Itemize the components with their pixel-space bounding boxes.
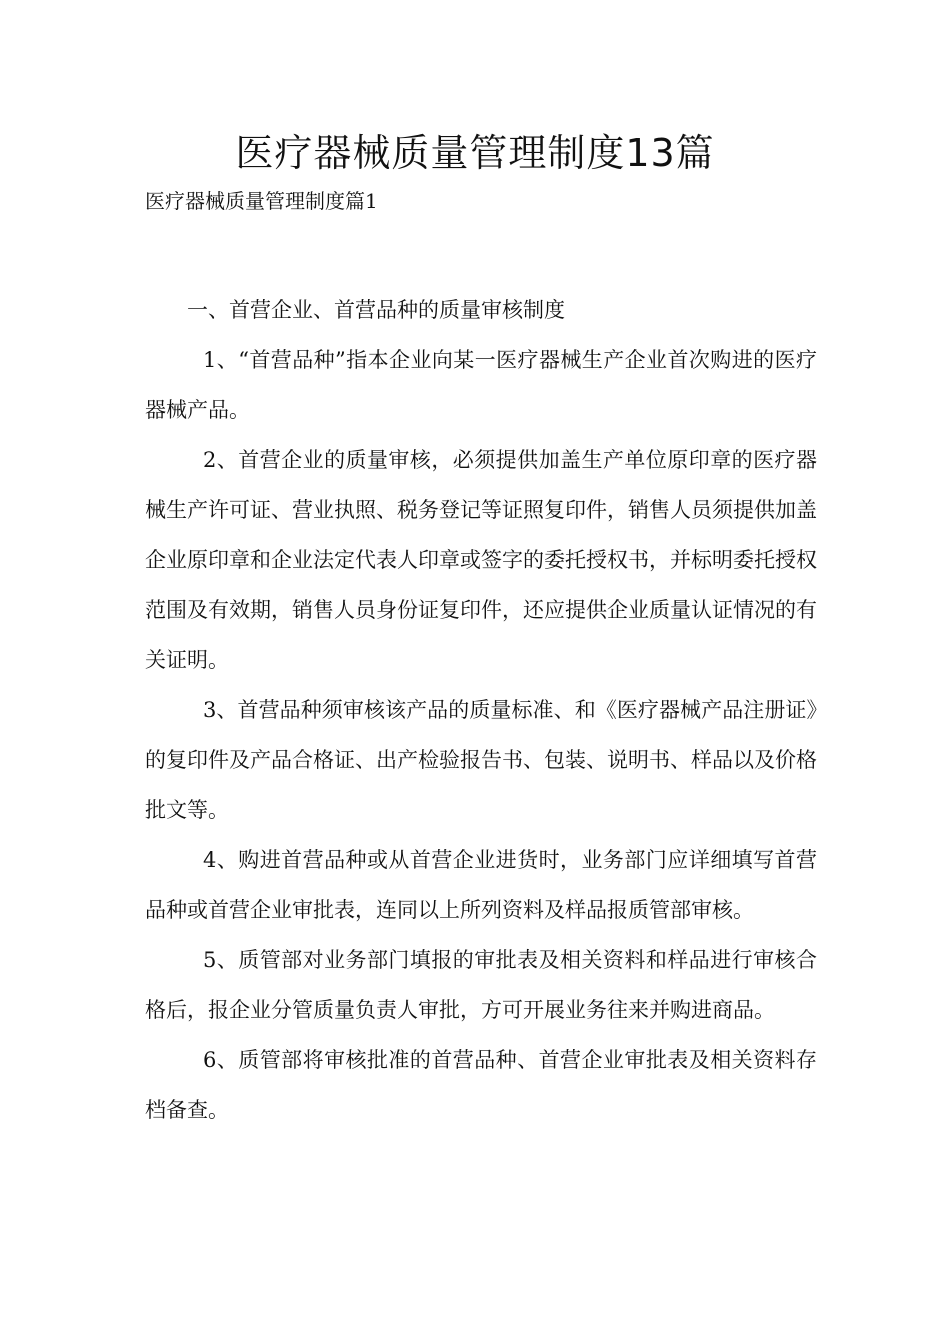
paragraph-item-6: 6、质管部将审核批准的首营品种、首营企业审批表及相关资料存档备查。 (145, 1048, 817, 1122)
paragraph-item-1: 1、“首营品种”指本企业向某一医疗器械生产企业首次购进的医疗器械产品。 (145, 348, 817, 422)
paragraph-item-5: 5、质管部对业务部门填报的审批表及相关资料和样品进行审核合格后，报企业分管质量负责人审批，方可开展业务往来并购进商品。 (145, 948, 817, 1022)
paragraph-item-3: 3、首营品种须审核该产品的质量标准、和《医疗器械产品注册证》的复印件及产品合格证、出产检验报告书、包装、说明书、样品以及价格批文等。 (145, 698, 817, 822)
document-body (145, 285, 817, 1135)
document-subtitle: 医疗器械质量管理制度篇1 (145, 189, 378, 213)
paragraph-item-4: 4、购进首营品种或从首营企业进货时，业务部门应详细填写首营品种或首营企业审批表，连同以上所列资料及样品报质管部审核。 (145, 848, 817, 922)
document-title: 医疗器械质量管理制度13篇 (235, 131, 715, 175)
section-heading: 一、首营企业、首营品种的质量审核制度 (187, 298, 565, 322)
paragraph-item-2: 2、首营企业的质量审核，必须提供加盖生产单位原印章的医疗器械生产许可证、营业执照、税务登记等证照复印件，销售人员须提供加盖企业原印章和企业法定代表人印章或签字的委托授权书，并标明委托授权范围及有效期，销售人员身份证复印件，还应提供企业质量认证情况的有关证明。 (145, 448, 817, 672)
